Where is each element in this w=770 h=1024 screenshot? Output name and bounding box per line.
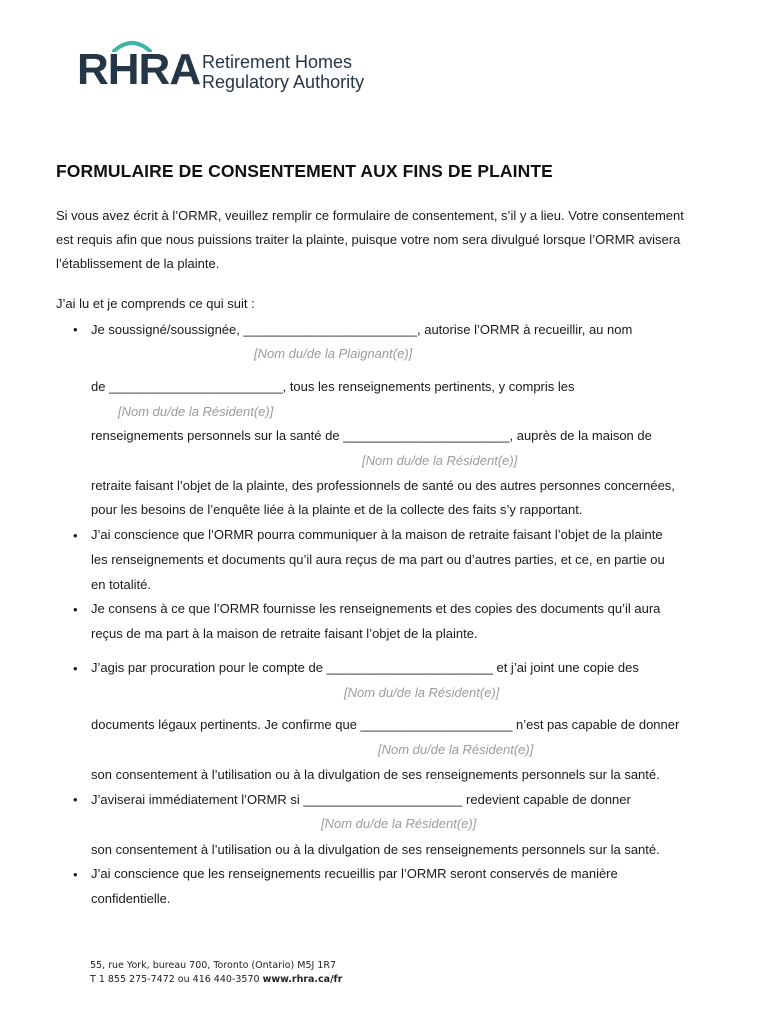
footer-contact — [90, 973, 342, 986]
footer-address: 55, rue York, bureau 700, Toronto (Ontario) M5J 1R7 — [90, 960, 337, 971]
bullet1-line5: pour les besoins de l’enquête liée à la plainte et de la collecte des faits s’y rapportant. — [91, 502, 583, 517]
bullet5-line2: son consentement à l’utilisation ou à la divulgation de ses renseignements personnels sur la santé. — [91, 842, 660, 857]
intro-line-3: l’établissement de la plainte. — [56, 256, 220, 271]
bullet1-hint2: [Nom du/de la Résident(e)] — [118, 404, 274, 419]
org-name-line2: Regulatory Authority — [202, 72, 365, 92]
bullet2-line2: les renseignements et documents qu’il aura reçus de ma part ou d’autres parties, et ce, en partie ou — [91, 552, 665, 567]
bullet5-hint1: [Nom du/de la Résident(e)] — [321, 816, 477, 831]
intro-line-1: Si vous avez écrit à l’ORMR, veuillez remplir ce formulaire de consentement, s’il y a lieu. Votre consentement — [56, 208, 684, 223]
bullet4-line3: son consentement à l’utilisation ou à la divulgation de ses renseignements personnels sur la santé. — [91, 767, 660, 782]
bullet-marker: • — [73, 528, 78, 543]
bullet5-line1: J’aviserai immédiatement l’ORMR si ______________________ redevient capable de donner — [91, 792, 631, 807]
bullet4-hint1: [Nom du/de la Résident(e)] — [344, 685, 500, 700]
bullet1-line4: retraite faisant l’objet de la plainte, des professionnels de santé ou des autres personnes concernées, — [91, 478, 675, 493]
bullet1-line3: renseignements personnels sur la santé de _______________________, auprès de la maison de — [91, 428, 652, 443]
bullet-marker: • — [73, 792, 78, 807]
page-title: FORMULAIRE DE CONSENTEMENT AUX FINS DE PLAINTE — [56, 161, 553, 181]
intro-line-2: est requis afin que nous puissions traiter la plainte, puisque votre nom sera divulgué lorsque l’ORMR avisera — [56, 232, 681, 247]
bullet-marker: • — [73, 867, 78, 882]
bullet3-line1: Je consens à ce que l’ORMR fournisse les renseignements et des copies des documents qu’il aura — [91, 601, 661, 616]
bullet-marker: • — [73, 602, 78, 617]
rhra-logo — [77, 38, 201, 94]
bullet2-line1: J’ai conscience que l’ORMR pourra communiquer à la maison de retraite faisant l’objet de la plainte — [91, 527, 663, 542]
bullet4-hint2: [Nom du/de la Résident(e)] — [378, 742, 534, 757]
logo-wordmark: RHRA — [77, 45, 201, 94]
bullet6-line1: J’ai conscience que les renseignements recueillis par l’ORMR seront conservés de manière — [91, 866, 618, 881]
org-name-line1: Retirement Homes — [202, 52, 353, 72]
bullet1-line2: de ________________________, tous les renseignements pertinents, y compris les — [91, 379, 575, 394]
bullet2-line3: en totalité. — [91, 577, 151, 592]
bullet4-line2: documents légaux pertinents. Je confirme que _____________________ n’est pas capable de donner — [91, 717, 680, 732]
footer-phone: T 1 855 275-7472 ou 416 440-3570 — [90, 974, 263, 985]
bullet6-line2: confidentielle. — [91, 891, 171, 906]
bullet1-hint1: [Nom du/de la Plaignant(e)] — [254, 346, 413, 361]
bullet-marker: • — [73, 661, 78, 676]
bullet1-hint3: [Nom du/de la Résident(e)] — [362, 453, 518, 468]
footer-website-link[interactable]: www.rhra.ca/fr — [262, 974, 343, 985]
bullet-marker: • — [73, 322, 78, 337]
bullet4-line1: J’agis par procuration pour le compte de _______________________ et j’ai joint une copie des — [91, 660, 639, 675]
bullet1-line1: Je soussigné/soussignée, ________________________, autorise l’ORMR à recueillir, au nom — [91, 322, 633, 337]
bullet3-line2: reçus de ma part à la maison de retraite faisant l’objet de la plainte. — [91, 626, 478, 641]
lead-in: J’ai lu et je comprends ce qui suit : — [56, 296, 255, 311]
